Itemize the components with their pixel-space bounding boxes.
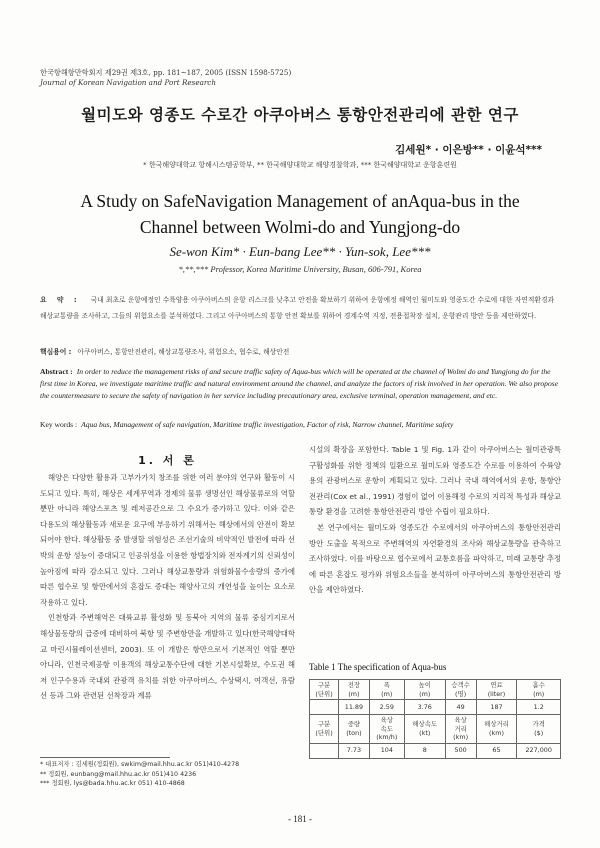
title-en-line1: A Study on SafeNavigation Management of anAqua-bus in the bbox=[80, 191, 520, 211]
table-cell: 11.89 bbox=[339, 700, 370, 715]
intro-paragraph-3: 시설의 확장을 포함한다. Table 1 및 Fig. 1과 같이 아쿠아버스는 월미관광특구활성화를 위한 정책의 일환으로 월미도와 영종도간 수로를 이용하여 수륙양용의 관광버스로 운항이 계획되고 있다. 그러나 국내 해역에서의 운항, 통항안전관리(Cox et al., 1991) 경험이 없어 이용해정 수로의 지리적 특성과 해상교통량 환경을 고려한 통항안전관리 방안 수립이 필요하다. bbox=[309, 445, 561, 517]
spec-table bbox=[309, 679, 561, 759]
table-cell: 187 bbox=[476, 700, 517, 715]
table-row bbox=[310, 700, 561, 715]
table-cell: 7.73 bbox=[339, 743, 370, 758]
keywords-english-label: Key words : bbox=[40, 420, 78, 429]
abstract-english-text: In order to reduce the management risks of and secure traffic safety of Aqua-bus which will be operated at the channel of Wolmi do and Yungjong do for the first time in Korea, we investigate maritime traffic and natural environment around the channel, and analyze the factors of risk involved in her operation. We also propose the countermeasure to secure the safety of navigation in her service including precautionary area, exclusive terminal, operation management, and etc. bbox=[40, 367, 559, 401]
right-column-body bbox=[309, 442, 561, 598]
abstract-english bbox=[40, 366, 560, 403]
table-row bbox=[310, 715, 561, 744]
table-cell: 해상속도 (kt) bbox=[404, 715, 445, 744]
table-cell: 육상 거리 (km) bbox=[445, 715, 476, 744]
intro-paragraph-2: 인천항과 주변해역은 대륙교류 활성화 및 동북아 지역의 물류 중심기지로서 해상물동량의 급증에 대비하여 북항 및 주변항만을 개발하고 있다(한국해양대학교 마린시뮬레이션센터, 2003). 또 이 개발은 항만으로서 기본적인 역할 뿐만 아니라, 인천국제공항 이용객의 해상교통수단에 대한 기본시설확보, 수도권 해저 인구수용과 국내외 관광객 유치를 위한 아쿠아버스, 수상택시, 여객선, 유람선 등과 그와 관련된 선착장과 계류 bbox=[40, 613, 295, 701]
abstract-korean-label: 요 약 : bbox=[40, 296, 81, 304]
table-cell bbox=[310, 700, 339, 715]
table-cell: 49 bbox=[445, 700, 476, 715]
footnote-divider bbox=[40, 757, 170, 758]
left-column-body bbox=[40, 470, 295, 704]
footnote-2: ** 정회원, eunbang@mail.hhu.ac.kr 051)410 4236 bbox=[40, 770, 197, 778]
abstract-english-label: Abstract : bbox=[40, 367, 73, 376]
table-cell: 2.59 bbox=[369, 700, 404, 715]
table-cell: 227,000 bbox=[517, 743, 561, 758]
intro-paragraph-4: 본 연구에서는 월미도와 영종도간 수로에서의 아쿠아버스의 통항안전관리 방안 도출을 목적으로 주변해역의 자연환경의 조사와 해상교통량을 관측하고 조사하였다. 이를 바탕으로 협수로에서 교통호름을 파악하고, 미래 교통량 추정에 따른 혼잡도 평가와 위험요소들을 분석하여 아쿠아버스의 통항안전관리 방안을 제안하였다. bbox=[309, 522, 561, 595]
journal-name-en: Journal of Korean Navigation and Port Research bbox=[40, 78, 216, 87]
title-en-line2: Channel between Wolmi-do and Yungjong-do bbox=[139, 217, 461, 237]
footnote-3: *** 정회원, lys@bada.hhu.ac.kr 051) 410-4868 bbox=[40, 780, 185, 788]
table-cell: 중량 (ton) bbox=[339, 715, 370, 744]
table-cell: 구분 (단위) bbox=[310, 715, 339, 744]
journal-citation: 한국항해항만학회지 제29권 제3호, pp. 181~187, 2005 (ISSN 1598-5725) bbox=[40, 68, 292, 77]
table-cell: 육상 속도 (km/h) bbox=[369, 715, 404, 744]
table-cell: 104 bbox=[369, 743, 404, 758]
affiliation-korean: * 한국해양대학교 항해시스템공학부, ** 한국해양대학교 해양경찰학과, *** 한국해양대학교 운항훈련원 bbox=[143, 161, 457, 169]
table-caption: Table 1 The specification of Aqua-bus bbox=[309, 662, 447, 672]
paper-title-english bbox=[0, 188, 600, 240]
paper-title-korean: 월미도와 영종도 수로간 아쿠아버스 통항안전관리에 관한 연구 bbox=[81, 106, 519, 124]
table-cell: 1.2 bbox=[517, 700, 561, 715]
keywords-english-text: Aqua bus, Management of safe navigation, Maritime traffic investigation, Factor of risk, Narrow channel, Maritime safety bbox=[81, 420, 454, 429]
table-cell: 폭 (m) bbox=[369, 680, 404, 700]
table-cell: 높이 (m) bbox=[404, 680, 445, 700]
table-cell: 승객수 (명) bbox=[445, 680, 476, 700]
table-cell bbox=[310, 743, 339, 758]
authors-english: Se-won Kim* · Eun-bang Lee** · Yun-sok, Lee*** bbox=[169, 244, 431, 259]
table-cell: 8 bbox=[404, 743, 445, 758]
table-cell: 해상거리 (km) bbox=[476, 715, 517, 744]
table-cell: 500 bbox=[445, 743, 476, 758]
table-cell: 65 bbox=[476, 743, 517, 758]
keywords-korean-label: 핵심용어 : bbox=[40, 348, 72, 356]
table-row bbox=[310, 743, 561, 758]
keywords-korean bbox=[40, 346, 560, 356]
authors-korean: 김세원* · 이은방** · 이윤석*** bbox=[395, 144, 542, 156]
table-cell: 흘수 (m) bbox=[517, 680, 561, 700]
footnote-1: * 대표저자 : 김세원(정회원), swkim@mail.hhu.ac.kr 051)410-4278 bbox=[40, 761, 240, 768]
table-cell: 구분 (단위) bbox=[310, 680, 339, 700]
table-cell: 전장 (m) bbox=[339, 680, 370, 700]
affiliation-english: *,**,*** Professor, Korea Maritime University, Busan, 606-791, Korea bbox=[178, 264, 422, 274]
section-heading-introduction: 1. 서 론 bbox=[138, 454, 197, 467]
intro-paragraph-1: 해양은 다양한 활용과 고부가가치 창조를 위한 여러 분야의 연구와 활동이 시도되고 있다. 특히, 해상은 세계무역과 경제의 물류 생명선인 해상물류로의 역할뿐만 아니라 해양스포츠 및 레저공간으로 그 수요가 증가하고 있다. 이와 같은 다용도의 해상활동과 새로운 요구에 부응하기 위해서는 해상에서의 안전이 확보되어야 한다. 해상활동 중 발생할 위험성은 조선기술의 비약적인 발전에 따라 선박의 운항 성능이 증대되고 인공위성을 이용한 항법장치와 전자계기의 신뢰성이 높아짐에 따라 감소되고 있다. 그러나 해상교통량과 위험화물수송량의 증가에 따른 협수로 및 항만에서의 혼잡도 증대는 해양사고의 개연성을 높이는 요소로 작용하고 있다. bbox=[40, 473, 295, 607]
table-cell: 연료 (liter) bbox=[476, 680, 517, 700]
table-cell: 가격 ($) bbox=[517, 715, 561, 744]
table-cell: 3.76 bbox=[404, 700, 445, 715]
footnotes bbox=[40, 760, 239, 789]
abstract-korean-text: 국내 최초로 운항예정인 수륙양용 아쿠아버스의 운항 리스크를 낮추고 안전을 확보하기 위하여 운항예정 해역인 월미도와 영종도간 수로에 대한 자연적환경과 해상교통량을 조사하고, 그들의 위험요소를 분석하였다. 그리고 아쿠아버스의 통항 안전 확보를 위하여 경계수역 지정, 전용접착장 설치, 운항관리 방안 등을 제안하였다. bbox=[40, 296, 555, 320]
abstract-korean bbox=[40, 292, 560, 324]
table-row bbox=[310, 680, 561, 700]
keywords-korean-text: 아쿠아버스, 통항안전관리, 해상교통량조사, 위험요소, 협수로, 해상안전 bbox=[77, 348, 290, 356]
journal-header bbox=[40, 68, 291, 88]
page-number: - 181 - bbox=[288, 814, 312, 824]
keywords-english bbox=[40, 420, 560, 429]
